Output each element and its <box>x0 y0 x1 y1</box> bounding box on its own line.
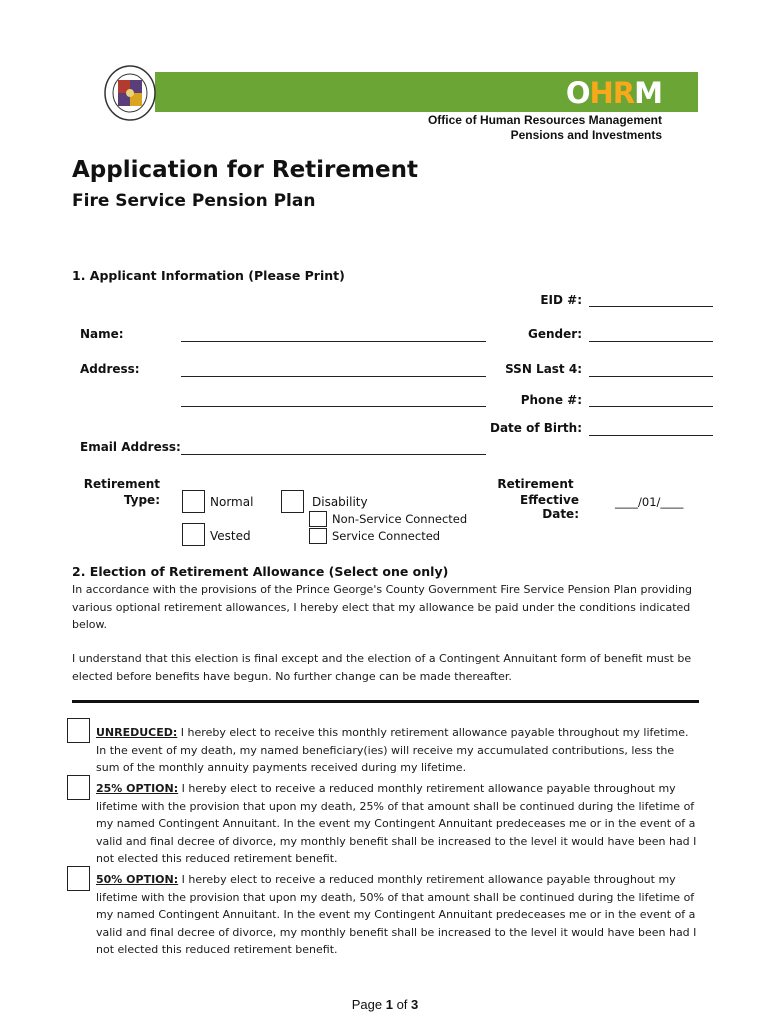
election-intro: In accordance with the provisions of the Prince George's County Government Fire Service Pension Plan providing various optional retirement allowances, I hereby elect that my allowance be paid under the conditions indicated below. <box>72 583 693 631</box>
page-subtitle: Fire Service Pension Plan <box>72 191 316 211</box>
disability-label: Disability <box>312 495 368 509</box>
option-25: 25% OPTION: I hereby elect to receive a reduced monthly retirement allowance payable throughout my lifetime with the provision that upon my death, 25% of that amount shall be continued during the lifetime of my named Contingent Annuitant. In the event my Contingent Annuitant predeceases me or in the event of a valid and final decree of divorce, my monthly benefit shall be increased to the level it would have been had I not elected this reduced retirement benefit. <box>96 782 697 865</box>
non-service-checkbox[interactable] <box>309 511 327 527</box>
email-label: Email Address: <box>80 440 181 454</box>
ssn-label: SSN Last 4: <box>505 362 582 376</box>
office-name <box>428 113 662 143</box>
normal-label: Normal <box>210 495 254 509</box>
eid-label: EID #: <box>540 293 582 307</box>
page-title: Application for Retirement <box>72 157 418 183</box>
name-field[interactable] <box>181 341 486 342</box>
section-2-heading: 2. Election of Retirement Allowance (Select one only) <box>72 564 449 579</box>
phone-field[interactable] <box>589 406 713 407</box>
gender-label: Gender: <box>528 327 582 341</box>
eid-field[interactable] <box>589 306 713 307</box>
retirement-type-label: Retirement Type: <box>83 477 160 507</box>
divider <box>72 700 699 703</box>
ohrm-logo: OHRM <box>565 76 662 110</box>
gender-field[interactable] <box>589 341 713 342</box>
office-line-1: Office of Human Resources Management <box>427 113 662 127</box>
address-field-2[interactable] <box>181 406 486 407</box>
address-field-1[interactable] <box>181 376 486 377</box>
unreduced-checkbox[interactable] <box>67 718 90 743</box>
vested-label: Vested <box>210 529 251 543</box>
county-seal <box>103 64 157 122</box>
disability-checkbox[interactable] <box>281 490 304 513</box>
option-50: 50% OPTION: I hereby elect to receive a reduced monthly retirement allowance payable throughout my lifetime with the provision that upon my death, 50% of that amount shall be continued during the lifetime of my named Contingent Annuitant. In the event my Contingent Annuitant predeceases me or in the event of a valid and final decree of divorce, my monthly benefit shall be increased to the level it would have been had I not elected this reduced retirement benefit. <box>96 873 697 956</box>
dob-label: Date of Birth: <box>489 421 582 435</box>
email-field[interactable] <box>181 454 486 455</box>
option-25-checkbox[interactable] <box>67 775 90 800</box>
service-checkbox[interactable] <box>309 528 327 544</box>
service-label: Service Connected <box>332 529 441 543</box>
normal-checkbox[interactable] <box>182 490 205 513</box>
election-statement: I understand that this election is final except and the election of a Contingent Annuitant form of benefit must be elected before benefits have begun. No further change can be made thereafter. <box>72 652 692 683</box>
name-label: Name: <box>80 327 124 341</box>
section-1-heading: 1. Applicant Information (Please Print) <box>72 268 345 283</box>
address-label: Address: <box>80 362 140 376</box>
effective-date-field[interactable]: ____/01/____ <box>615 495 684 509</box>
page-number: Page 1 of 3 <box>351 997 419 1012</box>
non-service-label: Non-Service Connected <box>332 512 468 526</box>
office-line-2: Pensions and Investments <box>510 128 662 142</box>
phone-label: Phone #: <box>520 393 582 407</box>
option-unreduced: UNREDUCED: I hereby elect to receive this monthly retirement allowance payable throughout my lifetime. In the event of my death, my named beneficiary(ies) will receive my accumulated contributions, less the sum of the monthly annuity payments received during my lifetime. <box>96 726 689 774</box>
vested-checkbox[interactable] <box>182 523 205 546</box>
effective-date-label: Retirement Effective Date: <box>497 477 579 521</box>
dob-field[interactable] <box>589 435 713 436</box>
ssn-field[interactable] <box>589 376 713 377</box>
option-50-checkbox[interactable] <box>67 866 90 891</box>
